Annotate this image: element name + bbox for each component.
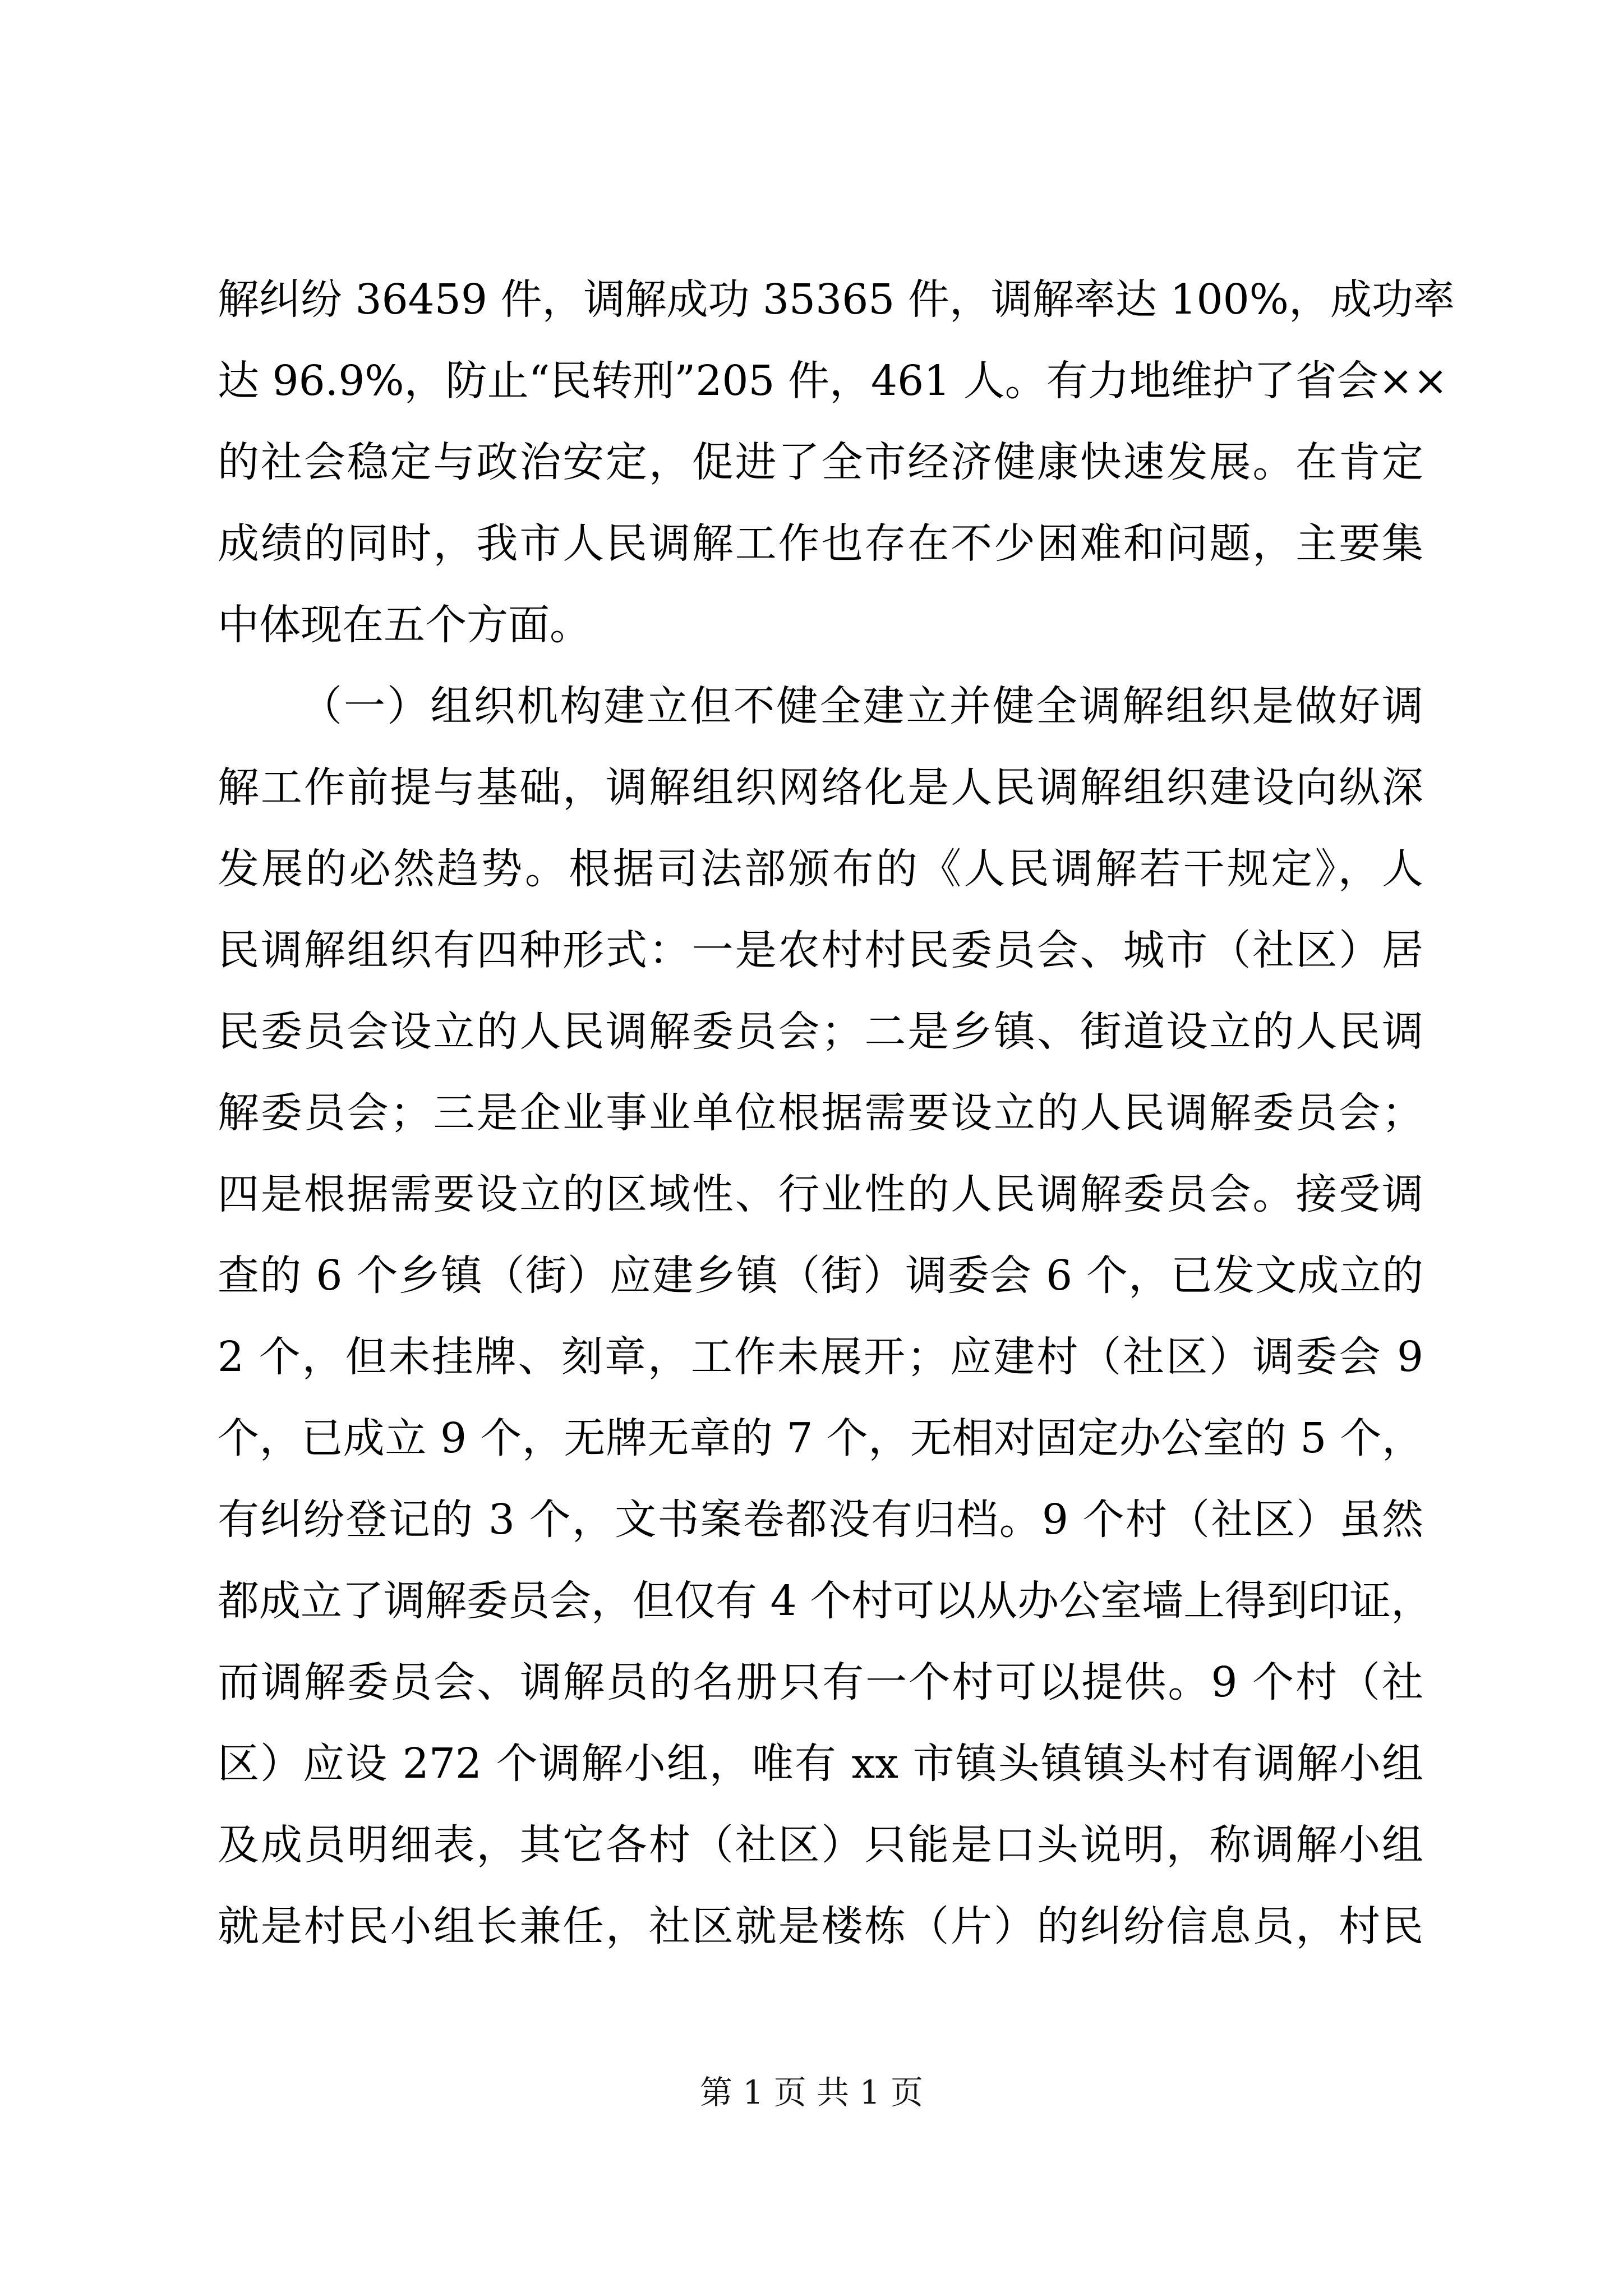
text-line: 民委员会设立的人民调解委员会；二是乡镇、街道设立的人民调 <box>218 1007 1423 1056</box>
text-line: 都成立了调解委员会，但仅有 4 个村可以从办公室墙上得到印证， <box>218 1577 1433 1625</box>
text-line: 达 96.9%，防止“民转刑”205 件，461 人。有力地维护了省会×× <box>218 357 1448 405</box>
text-line: 区）应设 272 个调解小组，唯有 xx 市镇头镇镇头村有调解小组 <box>218 1740 1423 1788</box>
text-line: 解纠纷 36459 件，调解成功 35365 件，调解率达 100%，成功率 <box>218 275 1455 324</box>
text-line: 四是根据需要设立的区域性、行业性的人民调解委员会。接受调 <box>218 1170 1423 1218</box>
text-line: 就是村民小组长兼任，社区就是楼栋（片）的纠纷信息员，村民 <box>218 1902 1423 1950</box>
document-body <box>218 259 1455 1967</box>
text-line: 成绩的同时，我市人民调解工作也存在不少困难和问题，主要集 <box>218 519 1423 568</box>
paragraph-first-line: （一）组织机构建立但不健全建立并健全调解组织是做好调 <box>301 682 1423 730</box>
text-line: 解委员会；三是企业事业单位根据需要设立的人民调解委员会； <box>218 1089 1423 1137</box>
text-line: 而调解委员会、调解员的名册只有一个村可以提供。9 个村（社 <box>218 1658 1423 1706</box>
text-line: 解工作前提与基础，调解组织网络化是人民调解组织建设向纵深 <box>218 763 1423 812</box>
text-line: 及成员明细表，其它各村（社区）只能是口头说明，称调解小组 <box>218 1821 1423 1869</box>
text-line: 中体现在五个方面。 <box>218 601 591 649</box>
text-line: 查的 6 个乡镇（街）应建乡镇（街）调委会 6 个，已发文成立的 <box>218 1251 1423 1300</box>
text-line: 的社会稳定与政治安定，促进了全市经济健康快速发展。在肯定 <box>218 438 1423 486</box>
text-line: 2 个，但未挂牌、刻章，工作未展开；应建村（社区）调委会 9 <box>218 1333 1423 1381</box>
page-footer: 第 1 页 共 1 页 <box>700 2073 923 2111</box>
text-line: 发展的必然趋势。根据司法部颁布的《人民调解若干规定》，人 <box>218 845 1423 893</box>
text-line: 民调解组织有四种形式：一是农村村民委员会、城市（社区）居 <box>218 926 1423 974</box>
text-line: 有纠纷登记的 3 个，文书案卷都没有归档。9 个村（社区）虽然 <box>218 1496 1423 1544</box>
text-line: 个，已成立 9 个，无牌无章的 7 个，无相对固定办公室的 5 个， <box>218 1414 1423 1462</box>
